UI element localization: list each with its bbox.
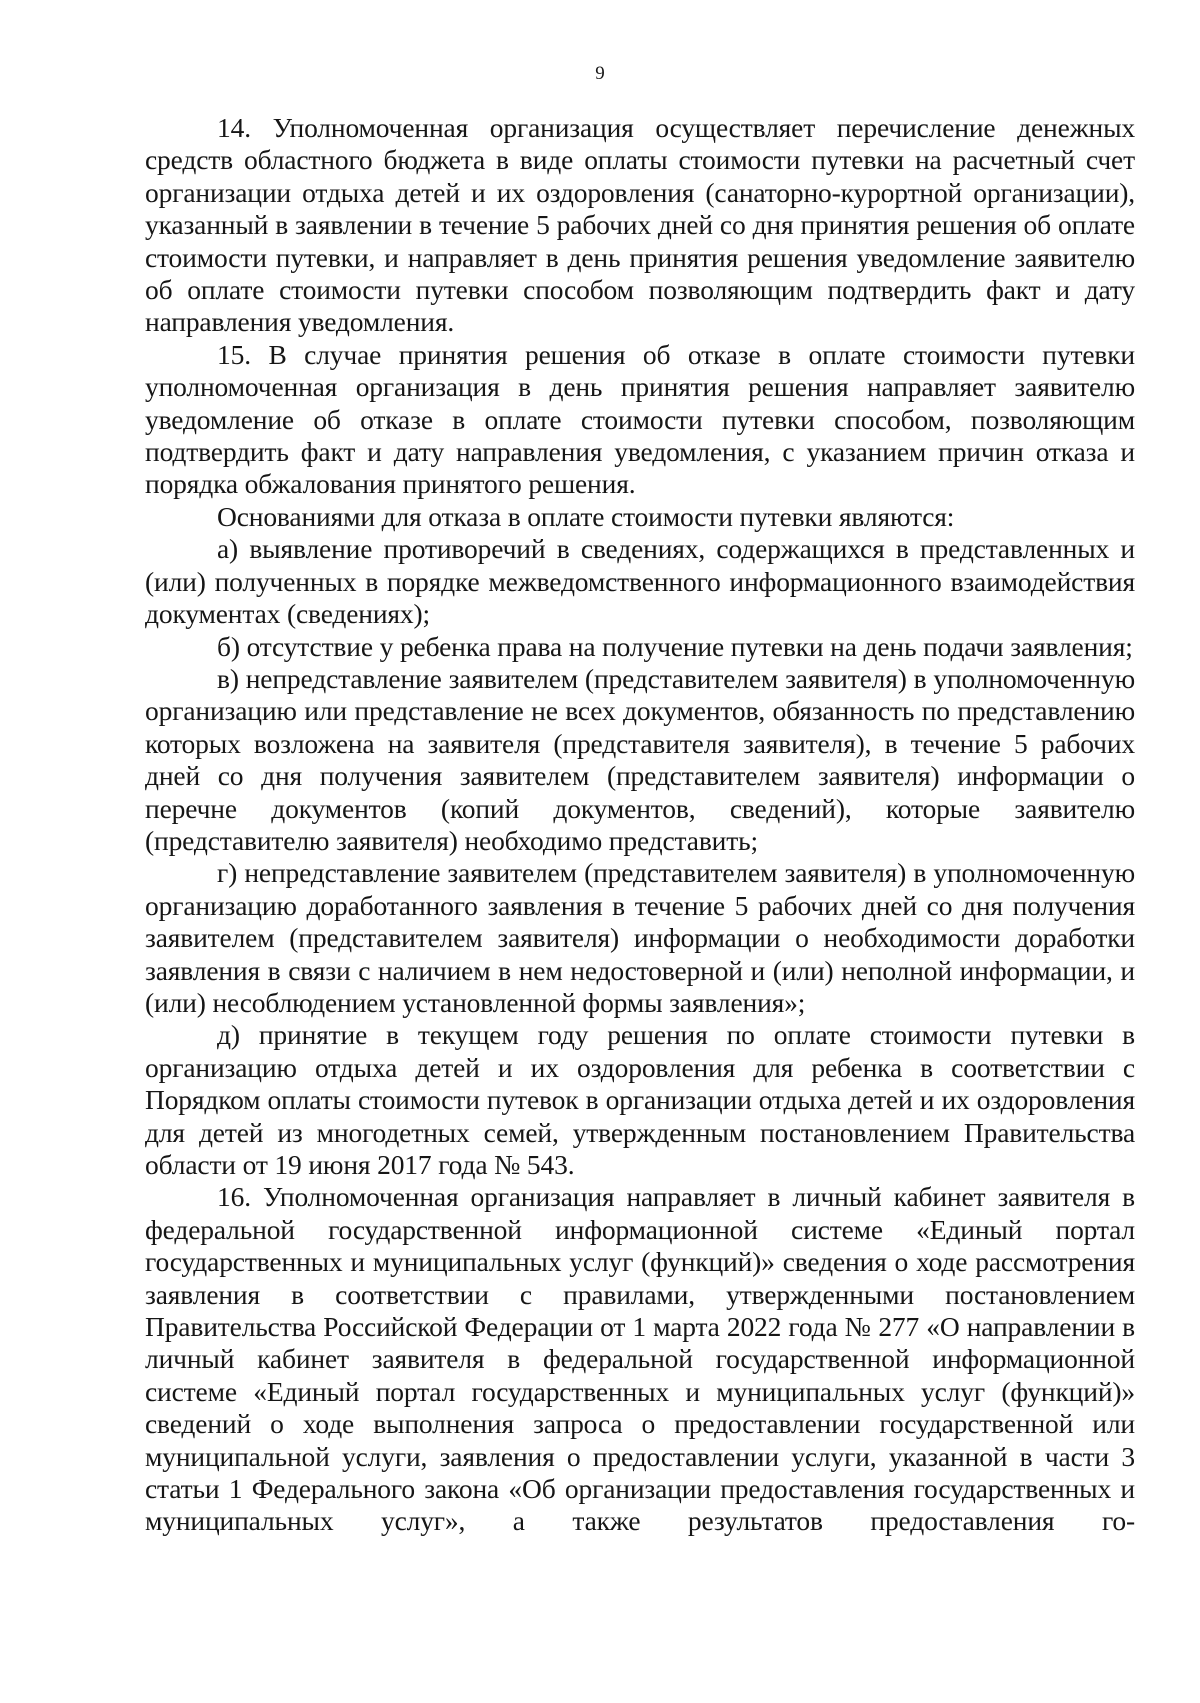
refusal-grounds-intro: Основаниями для отказа в оплате стоимости путевки являются: [217, 500, 955, 532]
document-body [145, 112, 1135, 1538]
refusal-ground-g: г) непредставление заявителем (представителем заявителя) в уполномоченную организацию доработанного заявления в течение 5 рабочих дней со дня получения заявителем (представителем заявителя) информации о необходимости доработки заявления в связи с наличием в нем недостоверной и (или) неполной информации, и (или) несоблюдением установленной формы заявления»; [145, 857, 1135, 1018]
refusal-ground-b: б) отсутствие у ребенка права на получение путевки на день подачи заявления; [217, 630, 1133, 662]
refusal-ground-a: а) выявление противоречий в сведениях, содержащихся в представленных и (или) полученных в порядке межведомственного информационного взаимодействия документах (сведениях); [145, 533, 1135, 630]
paragraph-16: 16. Уполномоченная организация направляет в личный кабинет заявителя в федеральной государственной информационной системе «Единый портал государственных и муниципальных услуг (функций)» сведения о ходе рассмотрения заявления в соответствии с правилами, утвержденными постановлением Правительства Российской Федерации от 1 марта 2022 года № 277 «О направлении в личный кабинет заявителя в федеральной государственной информационной системе «Единый портал государственных и муниципальных услуг (функций)» сведений о ходе выполнения запроса о предоставлении государственной или муниципальной услуги, заявления о предоставлении услуги, указанной в части 3 статьи 1 Федерального закона «Об организации предоставления государственных и муниципальных услуг», а также результатов предоставления го- [145, 1181, 1135, 1537]
paragraph-15: 15. В случае принятия решения об отказе в оплате стоимости путевки уполномоченная организация в день принятия решения направляет заявителю уведомление об отказе в оплате стоимости путевки способом, позволяющим подтвердить факт и дату направления уведомления, с указанием причин отказа и порядка обжалования принятого решения. [145, 338, 1135, 500]
refusal-ground-v: в) непредставление заявителем (представителем заявителя) в уполномоченную организацию или представление не всех документов, обязанность по представлению которых возложена на заявителя (представителя заявителя), в течение 5 рабочих дней со дня получения заявителем (представителем заявителя) информации о перечне документов (копий документов, сведений), которые заявителю (представителю заявителя) необходимо представить; [145, 662, 1135, 856]
refusal-ground-d: д) принятие в текущем году решения по оплате стоимости путевки в организацию отдыха детей и их оздоровления для ребенка в соответствии с Порядком оплаты стоимости путевок в организации отдыха детей и их оздоровления для детей из многодетных семей, утвержденным постановлением Правительства области от 19 июня 2017 года № 543. [145, 1019, 1135, 1180]
paragraph-14: 14. Уполномоченная организация осуществляет перечисление денежных средств областного бюджета в виде оплаты стоимости путевки на расчетный счет организации отдыха детей и их оздоровления (санаторно-курортной организации), указанный в заявлении в течение 5 рабочих дней со дня принятия решения об оплате стоимости путевки, и направляет в день принятия решения уведомление заявителю об оплате стоимости путевки способом позволяющим подтвердить факт и дату направления уведомления. [145, 112, 1135, 338]
page-number: 9 [595, 63, 605, 84]
